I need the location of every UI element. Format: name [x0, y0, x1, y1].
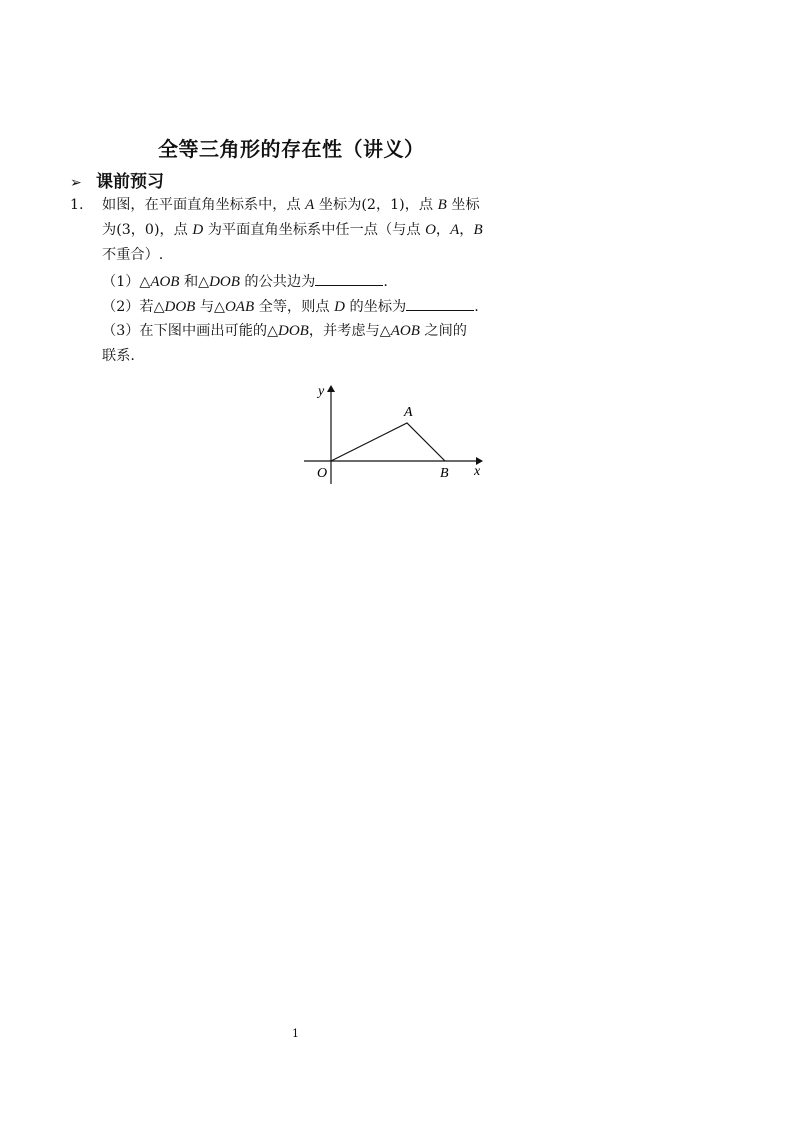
y-axis-label: y: [318, 384, 325, 399]
var-o: O: [425, 222, 436, 238]
var-a: A: [450, 222, 460, 238]
problem-text: 的坐标为: [344, 299, 407, 315]
answer-blank-1[interactable]: [315, 271, 383, 286]
problem-text: 和△: [179, 274, 210, 290]
problem-text: （1）△: [102, 274, 151, 290]
triangle-aob: AOB: [390, 323, 420, 339]
problem-line-2: [102, 220, 483, 240]
page-number: 1: [292, 1027, 299, 1040]
triangle-aob-shape: [331, 423, 445, 461]
triangle-dob: DOB: [278, 323, 309, 339]
triangle-aob: AOB: [150, 274, 180, 290]
var-b: B: [437, 197, 447, 213]
problem-line-1: [102, 195, 480, 215]
triangle-oab: OAB: [224, 299, 255, 315]
problem-text: 之间的: [419, 323, 467, 339]
triangle-dob: DOB: [164, 299, 196, 315]
problem-text: 的公共边为: [239, 274, 316, 290]
problem-text: .: [474, 299, 479, 315]
section-heading-text: 课前预习: [96, 172, 164, 192]
var-b: B: [473, 222, 483, 238]
problem-text: 坐标为(2，1)，点: [314, 197, 438, 213]
problem-text: ，: [435, 222, 451, 238]
problem-text: 为(3，0)，点: [102, 222, 193, 238]
page-title: 全等三角形的存在性（讲义）: [158, 137, 425, 161]
point-b-label: B: [440, 466, 449, 481]
subquestion-3-cont: 联系.: [102, 348, 135, 364]
var-d: D: [334, 299, 345, 315]
point-o-label: O: [317, 466, 328, 481]
problem-text: ，: [459, 222, 474, 238]
subquestion-1: [102, 271, 388, 292]
problem-text: 全等，则点: [254, 299, 335, 315]
problem-text: （2）若△: [102, 299, 165, 315]
x-axis-label: x: [474, 464, 481, 479]
point-a-label: A: [404, 405, 413, 420]
problem-text: 与△: [195, 299, 225, 315]
problem-text: 如图，在平面直角坐标系中，点: [102, 197, 306, 213]
section-heading: [70, 167, 164, 192]
answer-blank-2[interactable]: [406, 296, 474, 311]
arrow-bullet-icon: ➢: [70, 175, 82, 191]
problem-text: （3）在下图中画出可能的△: [102, 323, 279, 339]
problem-line-3: 不重合）.: [102, 247, 164, 263]
problem-text: ，并考虑与△: [308, 323, 391, 339]
triangle-dob: DOB: [209, 274, 240, 290]
coordinate-figure: [300, 380, 500, 485]
problem-text: 为平面直角坐标系中任一点（与点: [203, 222, 426, 238]
var-d: D: [192, 222, 204, 238]
problem-text: .: [383, 274, 388, 290]
var-a: A: [305, 197, 315, 213]
subquestion-2: [102, 296, 479, 317]
problem-text: 坐标: [446, 197, 480, 213]
problem-number: 1.: [70, 197, 84, 213]
subquestion-3: [102, 321, 467, 341]
